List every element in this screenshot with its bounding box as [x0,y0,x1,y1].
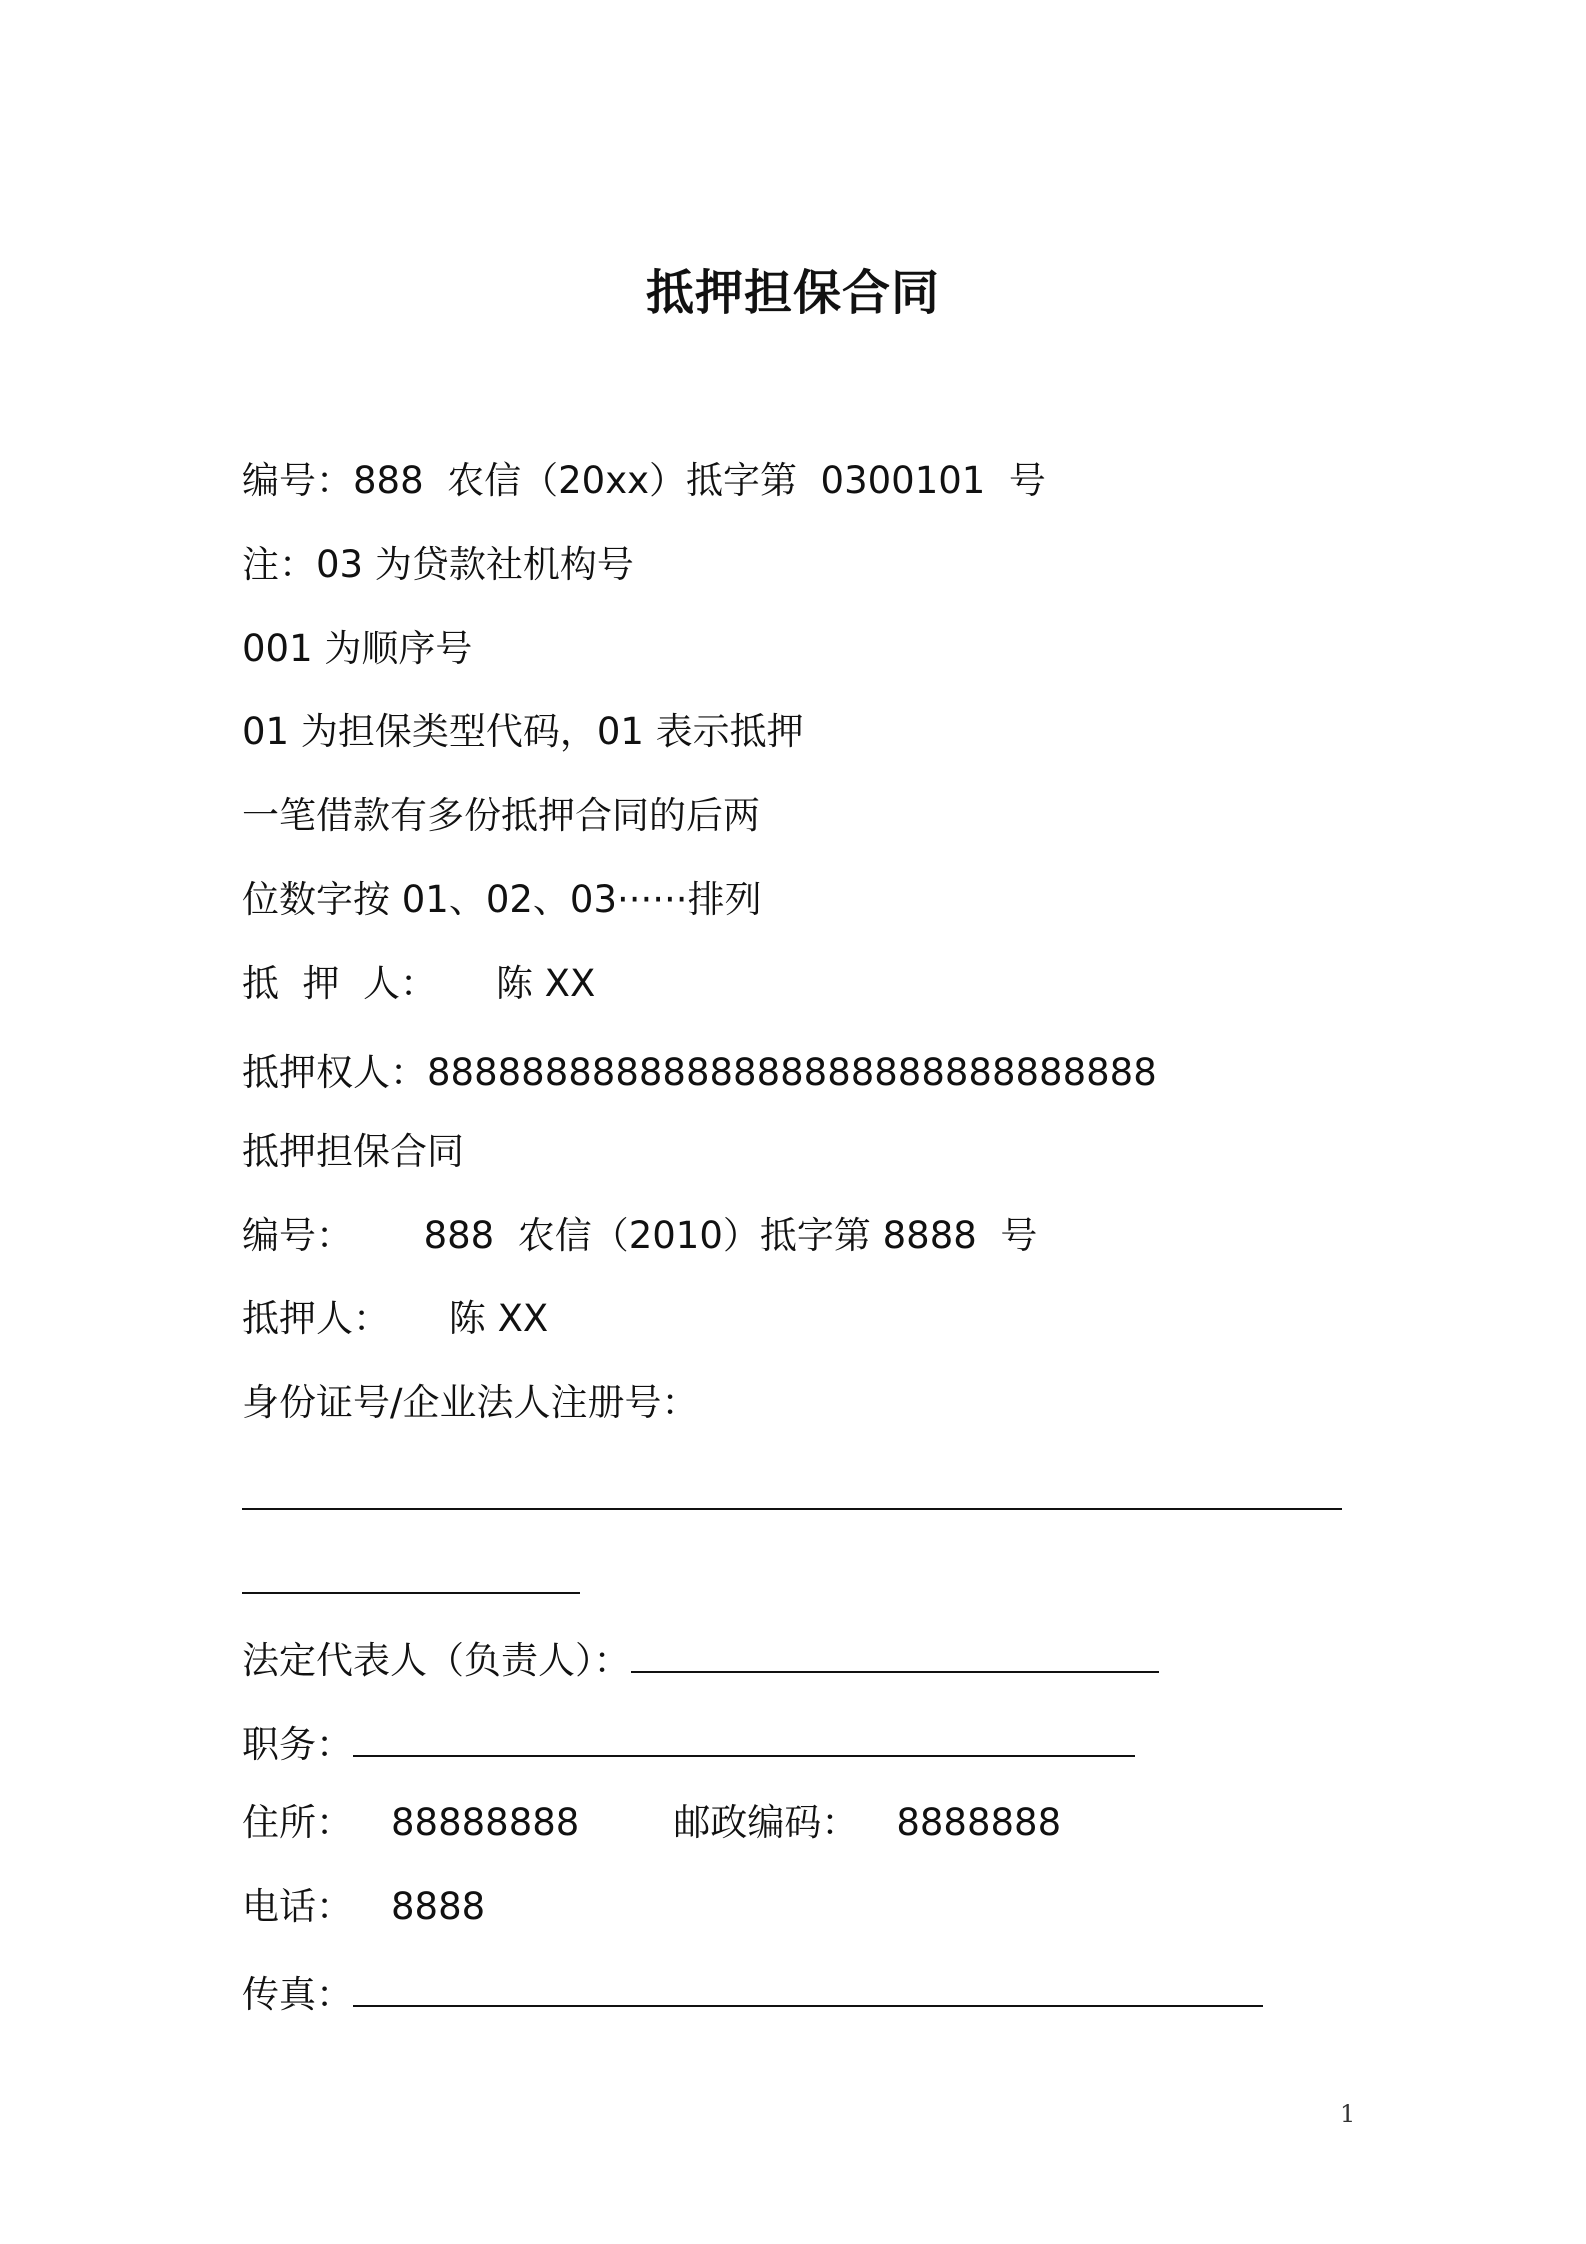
address-value: 88888888 [391,1801,580,1844]
phone-label: 电话： [242,1885,353,1928]
document-title: 抵押担保合同 [645,265,940,321]
phone-line [242,1885,486,1928]
note-line-5: 位数字按 01、02、03······排列 [242,878,762,921]
phone-value: 8888 [391,1885,486,1928]
id-number-blank-line-2 [242,1592,580,1594]
position-blank [353,1755,1135,1757]
position-line [242,1723,1135,1766]
contract-number-line: 编号：888 农信（20xx）抵字第 0300101 号 [242,459,1046,502]
note-line-2: 001 为顺序号 [242,627,473,670]
mortgagor-line-2: 抵押人： 陈 XX [242,1297,549,1340]
position-label: 职务： [242,1723,353,1766]
postcode-value: 8888888 [896,1801,1062,1844]
postcode-label: 邮政编码： [673,1801,859,1844]
id-number-label: 身份证号/企业法人注册号： [242,1381,699,1424]
page-number: 1 [1340,2100,1356,2128]
note-line-1: 注：03 为贷款社机构号 [242,543,634,586]
contract-number-line-2: 编号： 888 农信（2010）抵字第 8888 号 [242,1214,1038,1257]
fax-blank [353,2005,1263,2007]
address-label: 住所： [242,1801,353,1844]
subtitle-line: 抵押担保合同 [242,1130,464,1173]
legal-representative-blank [631,1671,1159,1673]
legal-representative-label: 法定代表人（负责人）： [242,1639,631,1682]
address-line [242,1801,1062,1844]
note-line-3: 01 为担保类型代码，01 表示抵押 [242,710,804,753]
mortgagor-line: 抵 押 人： 陈 XX [242,962,596,1005]
fax-label: 传真： [242,1973,353,2016]
id-number-blank-line-1 [242,1508,1342,1510]
mortgagee-line: 抵押权人：8888888888888888888888888888888 [242,1051,1157,1094]
legal-representative-line [242,1639,1159,1682]
fax-line [242,1973,1263,2016]
note-line-4: 一笔借款有多份抵押合同的后两 [242,794,760,837]
